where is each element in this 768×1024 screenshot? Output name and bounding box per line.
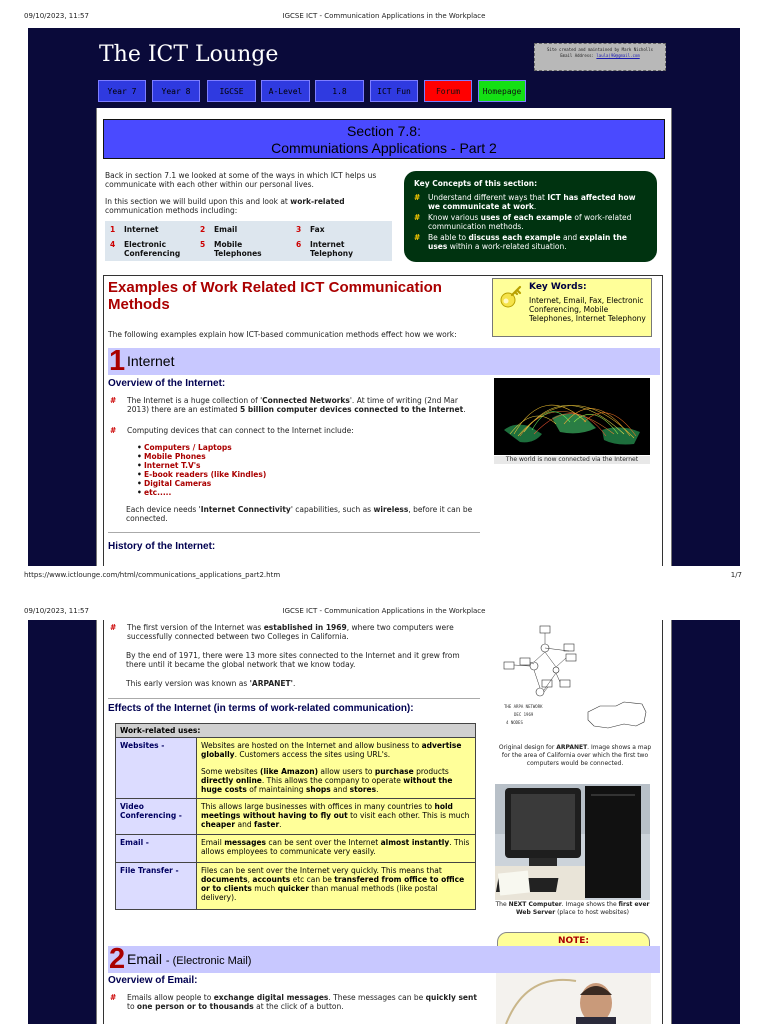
section-banner [103, 119, 665, 159]
print-doc-title: IGCSE ICT - Communication Applications in the Workplace [282, 12, 486, 20]
nav-homepage[interactable]: Homepage [478, 80, 526, 102]
intro-text [105, 171, 395, 223]
history-paragraph-3: This early version was known as 'ARPANET'. [126, 679, 296, 688]
email-overview-heading: Overview of Email: [108, 975, 198, 986]
device-item[interactable]: • Computers / Laptops [137, 443, 266, 452]
arpanet-sketch-label: THE ARPA NETWORK [504, 704, 543, 709]
internet-number: 1 [109, 345, 126, 377]
intro-paragraph-2: In this section we will build upon this and look at work-related communication methods including: [105, 197, 345, 215]
row-label: Email - [116, 835, 197, 862]
nav-igcse[interactable]: IGCSE [207, 80, 256, 102]
arpanet-caption: Original design for ARPANET. Image shows a map for the area of California over which the first two computers would be connected. [498, 744, 652, 767]
key-concept-item: # Be able to discuss each example and explain the uses within a work-related situation. [414, 233, 627, 251]
internet-overview-heading: Overview of the Internet: [108, 378, 226, 389]
key-concept-item: # Understand different ways that ICT has affected how we communicate at work. [414, 193, 636, 211]
intro-paragraph-1: Back in section 7.1 we looked at some of the ways in which ICT helps us communicate with each other within our personal lives. [105, 171, 377, 189]
print-datetime: 09/10/2023, 11:57 [24, 12, 89, 20]
table-row [116, 799, 475, 835]
internet-heading-bar [108, 348, 660, 375]
email-number: 2 [109, 943, 126, 975]
nav-1-8[interactable]: 1.8 [315, 80, 364, 102]
credit-email-link[interactable]: laula(90@gmail.com [596, 53, 640, 59]
nav-year8[interactable]: Year 8 [152, 80, 200, 102]
row-value: Files can be sent over the Internet very quickly. This means that documents, accounts etc can be transfered from office to office or to clients much quicker than manual methods (like postal delivery). [197, 863, 475, 909]
internet-device-list [137, 443, 266, 497]
key-words-list: Internet, Email, Fax, Electronic Conferencing, Mobile Telephones, Internet Telephony [529, 296, 646, 323]
device-item[interactable]: • Internet T.V's [137, 461, 266, 470]
email-heading: Email - (Electronic Mail) [127, 951, 252, 967]
print-datetime: 09/10/2023, 11:57 [24, 607, 89, 615]
effects-heading: Effects of the Internet (in terms of work-related communication): [108, 703, 414, 714]
history-paragraph-2: By the end of 1971, there were 13 more sites connected to the Internet and it grew from there until it became the global network that we know today. [126, 651, 460, 669]
examples-intro: The following examples explain how ICT-based communication methods effect how we work: [108, 330, 457, 339]
internet-heading: Internet [127, 353, 175, 369]
print-doc-title: IGCSE ICT - Communication Applications in the Workplace [282, 607, 486, 615]
nav-ict-fun[interactable]: ICT Fun [370, 80, 418, 102]
table-row [116, 835, 475, 863]
table-header: Work-related uses: [116, 724, 475, 738]
row-value: This allows large businesses with offices in many countries to hold meetings without having to fly out to visit each other. This is much cheaper and faster. [197, 799, 475, 834]
site-title[interactable]: The ICT Lounge [99, 42, 279, 67]
device-item[interactable]: • etc..... [137, 488, 266, 497]
email-bullet-1: # Emails allow people to exchange digital messages. These messages can be quickly sent to one person or to thousands at the click of a button. [110, 993, 477, 1011]
credit-text: Site created and maintained by Mark Nicholls [547, 47, 653, 52]
key-words-box [492, 278, 652, 337]
device-item[interactable]: • E-book readers (like Kindles) [137, 470, 266, 479]
methods-list: 1 Internet 2 Email 3 Fax 4 Electronic Conferencing 5 Mobile Telephones 6 Internet Telephony [105, 221, 392, 261]
nav-forum[interactable]: Forum [424, 80, 472, 102]
key-icon [499, 285, 523, 311]
world-image-caption: The world is now connected via the Internet [494, 456, 650, 464]
note-heading: NOTE: [557, 936, 590, 946]
arpanet-sketch-image [496, 622, 654, 740]
table-row [116, 738, 475, 799]
row-label: Video Conferencing - [116, 799, 197, 834]
next-computer-caption: The NEXT Computer. Image shows the first ever Web Server (place to host websites) [495, 901, 650, 916]
internet-connectivity-text: Each device needs 'Internet Connectivity' capabilities, such as wireless, before it can be connected. [126, 505, 473, 523]
divider [108, 698, 480, 699]
device-item[interactable]: • Mobile Phones [137, 452, 266, 461]
history-bullet-1: # The first version of the Internet was established in 1969, where two computers were successfully connected between two Colleges in California. [110, 623, 454, 641]
site-credit [534, 43, 666, 71]
internet-bullet-1: # The Internet is a huge collection of 'Connected Networks'. At time of writing (2nd Mar 2013) there are an estimated 5 billion computer devices connected to the Internet. [110, 396, 466, 414]
key-concept-item: # Know various uses of each example of work-related communication methods. [414, 213, 632, 231]
section-title: Communiations Applications - Part 2 [271, 140, 497, 156]
row-value: Email messages can be sent over the Internet almost instantly. This allows employees to communicate very easily. [197, 835, 475, 862]
print-header-2 [0, 595, 768, 615]
nav-a-level[interactable]: A-Level [261, 80, 310, 102]
key-concepts-heading: Key Concepts of this section: [414, 179, 538, 188]
row-label: File Transfer - [116, 863, 197, 909]
credit-email-label: Email Address: [560, 53, 594, 59]
section-number: Section 7.8: [347, 123, 421, 139]
arpanet-sketch-label: DEC 1969 [514, 712, 534, 717]
key-concepts-box [404, 171, 657, 262]
email-inventor-photo [496, 973, 651, 1024]
print-url: https://www.ictlounge.com/html/communications_applications_part2.htm [24, 571, 281, 579]
nav-year7[interactable]: Year 7 [98, 80, 146, 102]
print-page-number: 1/7 [730, 571, 742, 579]
table-row [116, 863, 475, 909]
internet-bullet-2: # Computing devices that can connect to the Internet include: [110, 426, 354, 435]
print-header-1 [0, 0, 768, 20]
next-computer-image [495, 784, 650, 900]
divider [108, 532, 480, 533]
history-heading: History of the Internet: [108, 541, 216, 552]
row-value: Websites are hosted on the Internet and allow business to advertise globally. Customers access the sites using URL's. Some websites (like Amazon) allow users to purchase products directly online. This allows the company to operate without the huge costs of maintaining shops and stores. [197, 738, 475, 798]
examples-title: Examples of Work Related ICT Communication Methods [108, 279, 442, 313]
row-label: Websites - [116, 738, 197, 798]
arpanet-sketch-label: 4 NODES [506, 720, 523, 725]
work-uses-table [115, 723, 476, 910]
world-internet-image [494, 378, 650, 455]
device-item[interactable]: • Digital Cameras [137, 479, 266, 488]
key-words-heading: Key Words: [529, 282, 587, 292]
